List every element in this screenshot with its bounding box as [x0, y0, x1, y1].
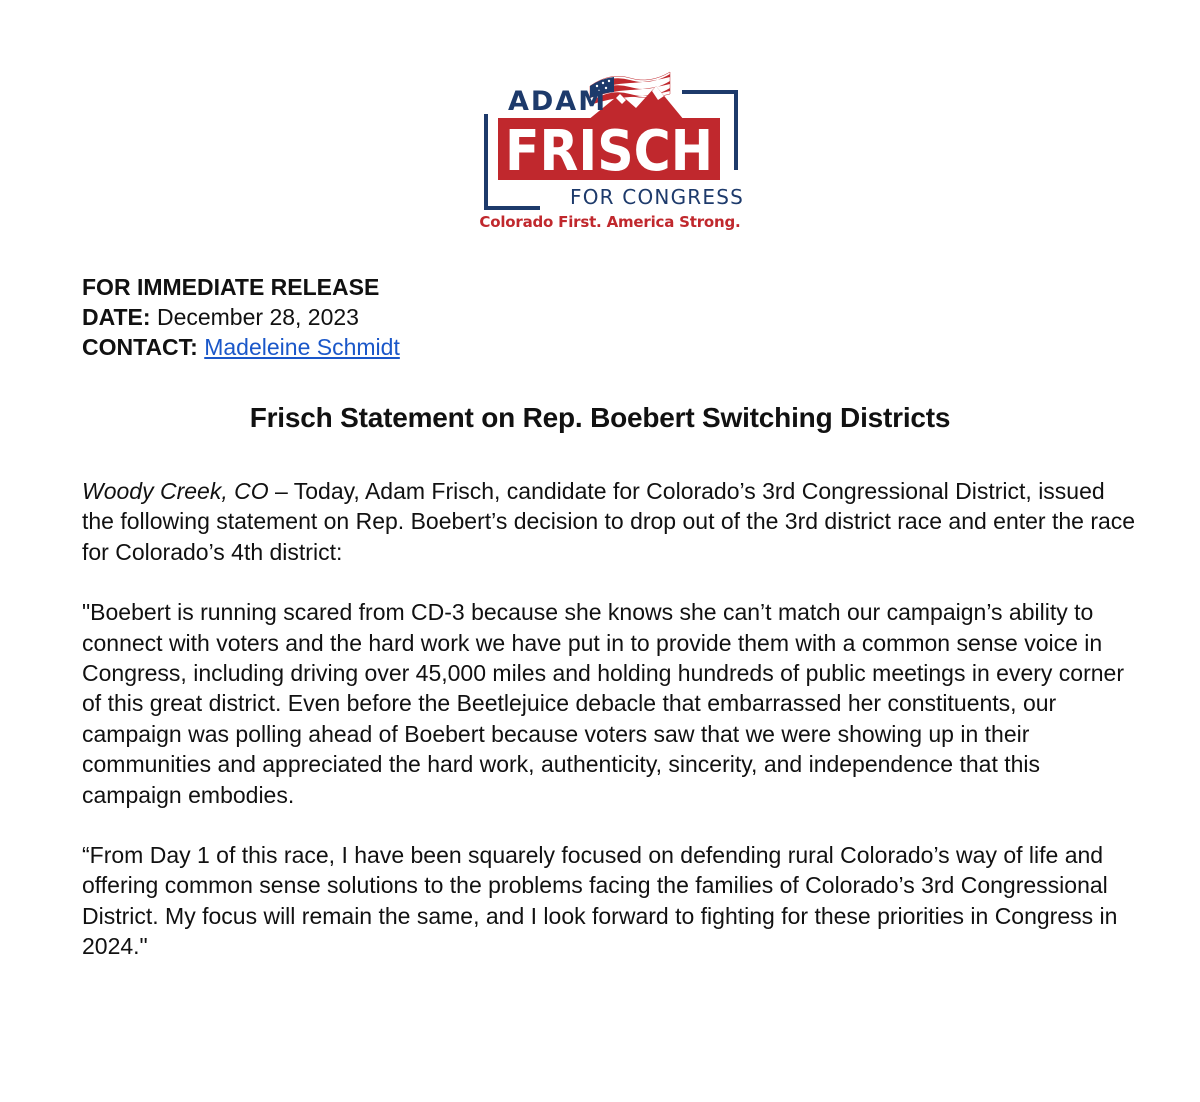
statement-body — [82, 476, 1142, 992]
release-label: FOR IMMEDIATE RELEASE — [82, 274, 380, 300]
campaign-logo — [470, 58, 750, 238]
release-header — [82, 272, 400, 362]
date-line — [82, 302, 400, 332]
logo-bottom-text: FOR CONGRESS — [570, 185, 744, 209]
logo-main-text: FRISCH — [505, 119, 713, 184]
dateline: Woody Creek, CO — [82, 478, 269, 504]
intro-text: – Today, Adam Frisch, candidate for Colorado’s 3rd Congressional District, issued the following statement on Rep. Boebert’s decision to drop out of the 3rd district race and enter the race for Colorado’s 4th district: — [82, 478, 1136, 565]
intro-paragraph — [82, 476, 1142, 567]
logo-tagline: Colorado First. America Strong. — [479, 213, 741, 231]
quote-paragraph-2: “From Day 1 of this race, I have been squarely focused on defending rural Colorado’s way of life and offering common sense solutions to the problems facing the families of Colorado’s 3rd Congressional District. My focus will remain the same, and I look forward to fighting for these priorities in Congress in 2024." — [82, 842, 1118, 960]
release-label-line — [82, 272, 400, 302]
date-value: December 28, 2023 — [156, 304, 359, 330]
date-label: DATE: — [82, 304, 151, 330]
page-title: Frisch Statement on Rep. Boebert Switching Districts — [249, 402, 951, 433]
contact-link[interactable]: Madeleine Schmidt — [204, 334, 400, 360]
logo-top-text: ADAM — [508, 86, 608, 117]
contact-label: CONTACT: — [82, 334, 198, 360]
quote-paragraph-1: "Boebert is running scared from CD-3 because she knows she can’t match our campaign’s ability to connect with voters and the hard work we have put in to provide them with a common sense voice in Congress, including driving over 45,000 miles and holding hundreds of public meetings in every corner of this great district. Even before the Beetlejuice debacle that embarrassed her constituents, our campaign was polling ahead of Boebert because voters saw that we were showing up in their communities and appreciated the hard work, authenticity, sincerity, and independence that this campaign embodies. — [82, 599, 1124, 808]
contact-line — [82, 332, 400, 362]
